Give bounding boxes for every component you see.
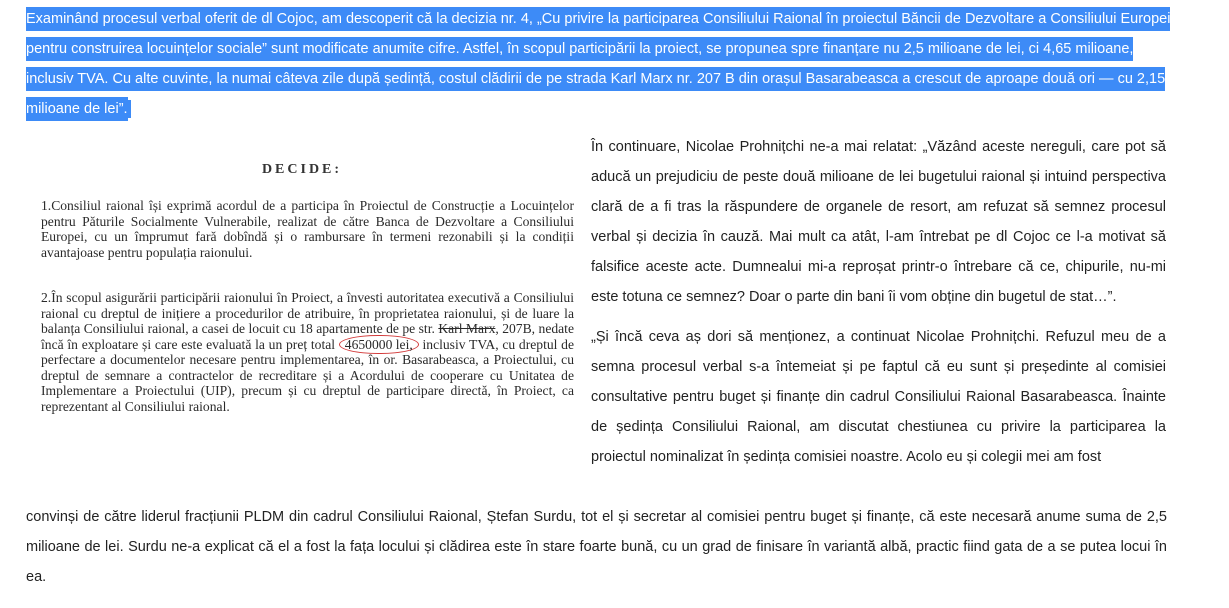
- right-column-text: [591, 132, 1166, 472]
- selection-caret: [128, 100, 131, 118]
- right-paragraph-1: În continuare, Nicolae Prohnițchi ne-a mai relatat: „Văzând aceste nereguli, care pot să aducă un prejudiciu de peste două milioane de lei bugetului raional și intuind perspectiva clară de a fi tras la răspundere de organele de resort, am refuzat să semnez procesul verbal și decizia în cauză. Mai mult ca atât, l-am întrebat pe dl Cojoc ce l-a motivat să falsifice aceste acte. Dumnealui mi-a reproșat printr-o întrebare că ce, chipurile, nu-mi este totuna ce semnez? Doar o parte din bani îi vom obține din bugetul de stat…”.: [591, 139, 1166, 305]
- right-paragraph-2: „Și încă ceva aș dori să menționez, a continuat Nicolae Prohnițchi. Refuzul meu de a semna procesul verbal s-a întemeiat și pe faptul că eu sunt și președinte al comisiei consultative pentru buget și finanțe din cadrul Consiliului Raional Basarabeasca. Înainte de ședința Consiliului Raional, am discutat chestiunea cu privire la participarea la proiectul nominalizat în ședința comisiei noastre. Acolo eu și colegii mei am fost: [591, 329, 1166, 465]
- selected-paragraph-text[interactable]: Examinând procesul verbal oferit de dl Cojoc, am descoperit că la decizia nr. 4, „Cu privire la participarea Consiliului Raional în proiectul Băncii de Dezvoltare a Consiliului Europei pentru construirea locuințelor sociale” sunt modificate anumite cifre. Astfel, în scopul participării la proiect, se propunea spre finanțare nu 2,5 milioane de lei, ci 4,65 milioane, inclusiv TVA. Cu alte cuvinte, la numai câteva zile după ședință, costul clădirii de pe strada Karl Marx nr. 207 B din orașul Basarabeasca a crescut de aproape două ori — cu 2,15 milioane de lei”.: [26, 7, 1170, 121]
- scan-point-2: [41, 290, 574, 414]
- scan-point-2-part-b: , 207B, nedate încă în exploatare și care este evaluată la un preț total: [41, 321, 574, 352]
- scan-point-2-part-a: 2.În scopul asigurării participării raionului în Proiect, a învesti autoritatea executivă a Consiliului raional cu dreptul de inițiere a procedurilor de atribuire, în proprietatea raionului, și de luare la balanța Consiliului raional, a casei de locuit cu 18 apartamente de pe str.: [41, 290, 574, 336]
- scan-struck-street: Karl Marx: [438, 321, 496, 336]
- selected-paragraph[interactable]: [26, 4, 1172, 124]
- scan-heading: DECIDE:: [261, 162, 343, 177]
- scanned-decision-image: [28, 148, 576, 472]
- full-width-paragraph: convinși de către liderul fracțiunii PLDM din cadrul Consiliului Raional, Ștefan Surdu, tot el și secretar al comisiei pentru buget și finanțe, că este necesară anume suma de 2,5 milioane de lei. Surdu ne-a explicat că el a fost la fața locului și clădirea este în stare foarte bună, cu un grad de finisare în variantă albă, practic fiind gata de a se putea locui în ea.: [26, 509, 1167, 585]
- scan-point-1: 1.Consiliul raional își exprimă acordul de a participa în Proiectul de Construcție a Locuințelor pentru Păturile Socialmente Vulnerabile, realizat de către Banca de Dezvoltare a Consiliului Europei, cu un împrumut fară dobîndă și o rambursare în termeni rezonabili și la condiții avantajoase pentru populația raionului.: [41, 198, 574, 260]
- scan-point-2-part-c: inclusiv TVA, cu dreptul de perfectare a documentelor necesare pentru implementarea, în or. Basarabeasca, a Proiectului, cu dreptul de semnare a contractelor de recreditare și a Acordului de cooperare cu Unitatea de Implementare a Proiectului (UIP), precum și cu dreptul de participare directă, în Proiect, ca reprezentant al Consiliului raional.: [41, 336, 574, 414]
- scan-circled-amount: 4650000 lei,: [339, 335, 419, 355]
